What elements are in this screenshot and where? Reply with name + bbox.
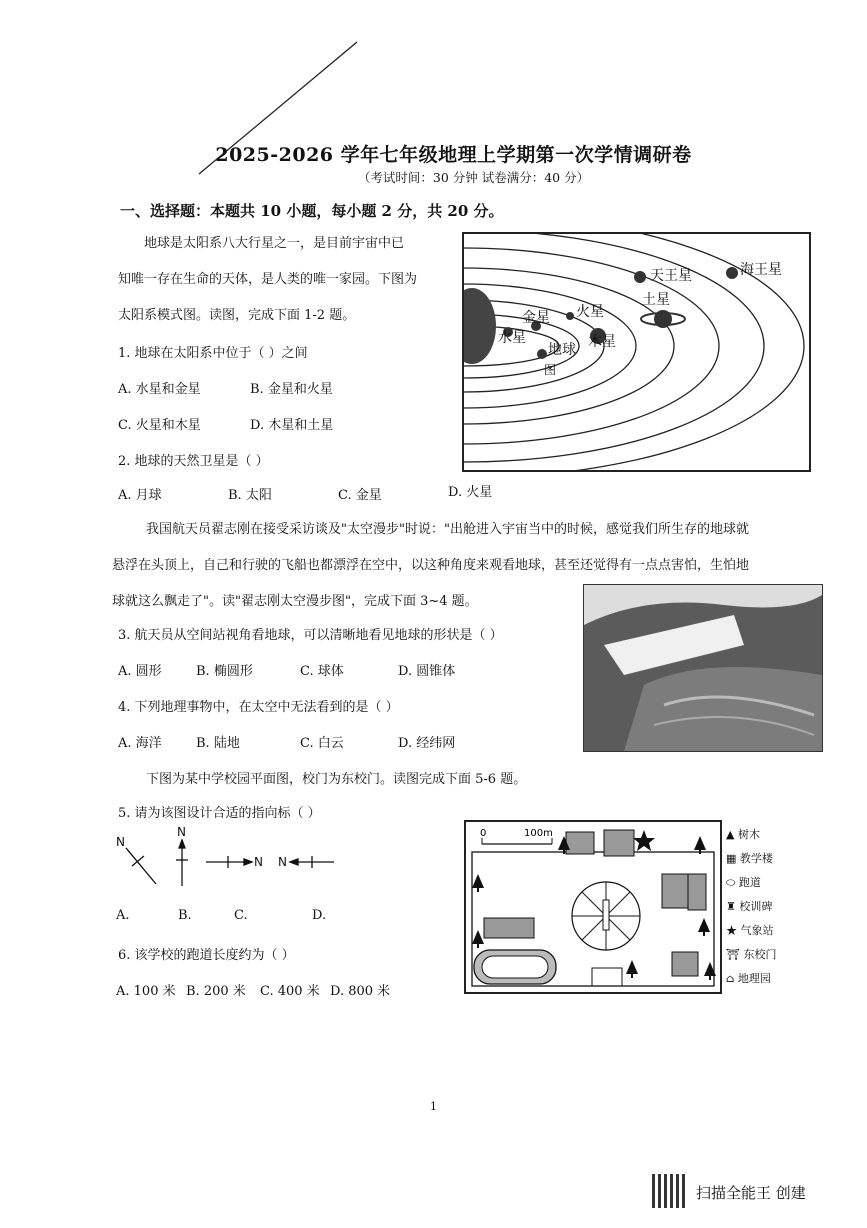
q1-option-c: C. 火星和木星 xyxy=(118,418,201,433)
q4-option-c: C. 白云 xyxy=(300,736,344,751)
q2-option-c: C. 金星 xyxy=(338,488,382,503)
scanner-watermark: 扫描全能王 创建 xyxy=(696,1184,806,1202)
intro-line: 太阳系模式图。读图，完成下面 1-2 题。 xyxy=(118,308,356,323)
solar-system-diagram xyxy=(464,234,809,470)
question-1: 1. 地球在太阳系中位于（ ）之间 xyxy=(118,346,308,361)
q4-option-d: D. 经纬网 xyxy=(398,736,456,751)
scale-end-label: 100m xyxy=(524,828,553,839)
planet-label: 海王星 xyxy=(740,262,782,278)
q6-option-d: D. 800 米 xyxy=(330,984,391,999)
compass-n-label: N xyxy=(254,855,263,869)
q4-option-a: A. 海洋 xyxy=(118,736,162,751)
intro-paragraph-3: 下图为某中学校园平面图，校门为东校门。读图完成下面 5-6 题。 xyxy=(146,772,527,787)
legend-item-building xyxy=(726,850,836,874)
q2-option-d: D. 火星 xyxy=(448,485,493,500)
legend-label: 气象站 xyxy=(740,924,774,937)
page-subtitle: （考试时间：30 分钟 试卷满分：40 分） xyxy=(357,170,590,185)
scale-start-label: 0 xyxy=(480,828,487,839)
planet-label: 水星 xyxy=(498,330,526,346)
gate-icon: ⛩ xyxy=(726,948,744,961)
compass-n-label: N xyxy=(177,826,186,839)
q3-option-c: C. 球体 xyxy=(300,664,344,679)
astronaut-spacewalk-photo xyxy=(583,584,823,752)
planet-label: 天王星 xyxy=(650,268,692,284)
neptune-marker xyxy=(726,267,738,279)
page-title: 2025-2026 学年七年级地理上学期第一次学情调研卷 xyxy=(215,144,692,166)
page-number: 1 xyxy=(430,1100,437,1113)
planet-label: 金星 xyxy=(522,310,550,326)
q6-option-b: B. 200 米 xyxy=(186,984,246,999)
q1-option-a: A. 水星和金星 xyxy=(118,382,201,397)
solar-system-figure xyxy=(462,232,811,472)
compass-n-label: N xyxy=(278,855,287,869)
legend-item-tree xyxy=(726,826,836,850)
qr-code xyxy=(652,1174,686,1208)
legend-label: 校训碑 xyxy=(739,900,773,913)
question-2: 2. 地球的天然卫星是（ ） xyxy=(118,454,269,469)
planet-label: 地球 xyxy=(548,342,576,358)
campus-map-legend xyxy=(726,826,836,994)
intro-line: 球就这么飘走了"。读"翟志刚太空漫步图"，完成下面 3~4 题。 xyxy=(112,594,478,609)
q5-option-a: A. xyxy=(116,908,130,923)
q6-option-a: A. 100 米 xyxy=(116,984,176,999)
legend-label: 教学楼 xyxy=(739,852,773,865)
legend-item-monument xyxy=(726,898,836,922)
mars-marker xyxy=(566,312,574,320)
intro-line: 知唯一存在生命的天体，是人类的唯一家园。下图为 xyxy=(118,272,418,287)
q2-option-b: B. 太阳 xyxy=(228,488,272,503)
legend-label: 跑道 xyxy=(738,876,761,889)
garden-icon: ⌂ xyxy=(726,972,738,985)
uranus-marker xyxy=(634,271,646,283)
campus-map-figure xyxy=(464,820,722,994)
q4-option-b: B. 陆地 xyxy=(196,736,240,751)
question-3: 3. 航天员从空间站视角看地球，可以清晰地看见地球的形状是（ ） xyxy=(118,628,503,643)
planet-label: 火星 xyxy=(576,304,604,320)
q6-option-c: C. 400 米 xyxy=(260,984,320,999)
q1-option-d: D. 木星和土星 xyxy=(250,418,334,433)
track-icon: ⬭ xyxy=(726,876,739,889)
legend-label: 东校门 xyxy=(743,948,777,961)
q5-option-b: B. xyxy=(178,908,192,923)
section-heading: 一、选择题：本题共 10 小题，每小题 2 分，共 20 分。 xyxy=(120,202,504,220)
compass-options xyxy=(112,826,352,896)
legend-label: 地理园 xyxy=(737,972,771,985)
planet-label: 土星 xyxy=(642,292,670,308)
question-4: 4. 下列地理事物中，在太空中无法看到的是（ ） xyxy=(118,700,399,715)
building-icon: ▦ xyxy=(726,852,740,865)
legend-item-geography-garden xyxy=(726,970,836,994)
star-icon: ★ xyxy=(726,924,741,937)
planet-label: 图 xyxy=(544,363,557,377)
legend-item-east-gate xyxy=(726,946,836,970)
legend-label: 树木 xyxy=(737,828,760,841)
earth-marker xyxy=(537,349,547,359)
q1-option-b: B. 金星和火星 xyxy=(250,382,333,397)
q3-option-d: D. 圆锥体 xyxy=(398,664,456,679)
compass-n-label: N xyxy=(116,835,125,849)
q5-option-c: C. xyxy=(234,908,248,923)
tree-icon: ▲ xyxy=(726,828,738,841)
legend-item-track xyxy=(726,874,836,898)
intro-line: 地球是太阳系八大行星之一，是目前宇宙中已 xyxy=(144,236,405,251)
q3-option-a: A. 圆形 xyxy=(118,664,162,679)
intro-line: 悬浮在头顶上，自己和行驶的飞船也都漂浮在空中，以这种角度来观看地球，甚至还觉得有一点点害怕，生怕地 xyxy=(112,558,750,573)
intro-paragraph-1 xyxy=(118,226,463,334)
q3-option-b: B. 椭圆形 xyxy=(196,664,253,679)
monument-icon: ♜ xyxy=(726,900,740,913)
q5-option-d: D. xyxy=(312,908,327,923)
intro-line: 我国航天员翟志刚在接受采访谈及"太空漫步"时说："出舱进入宇宙当中的时候，感觉我们所生存的地球就 xyxy=(146,522,749,537)
q2-option-a: A. 月球 xyxy=(118,488,162,503)
legend-item-weather-station xyxy=(726,922,836,946)
planet-label: 木星 xyxy=(588,334,616,350)
question-5: 5. 请为该图设计合适的指向标（ ） xyxy=(118,806,321,821)
question-6: 6. 该学校的跑道长度约为（ ） xyxy=(118,948,295,963)
